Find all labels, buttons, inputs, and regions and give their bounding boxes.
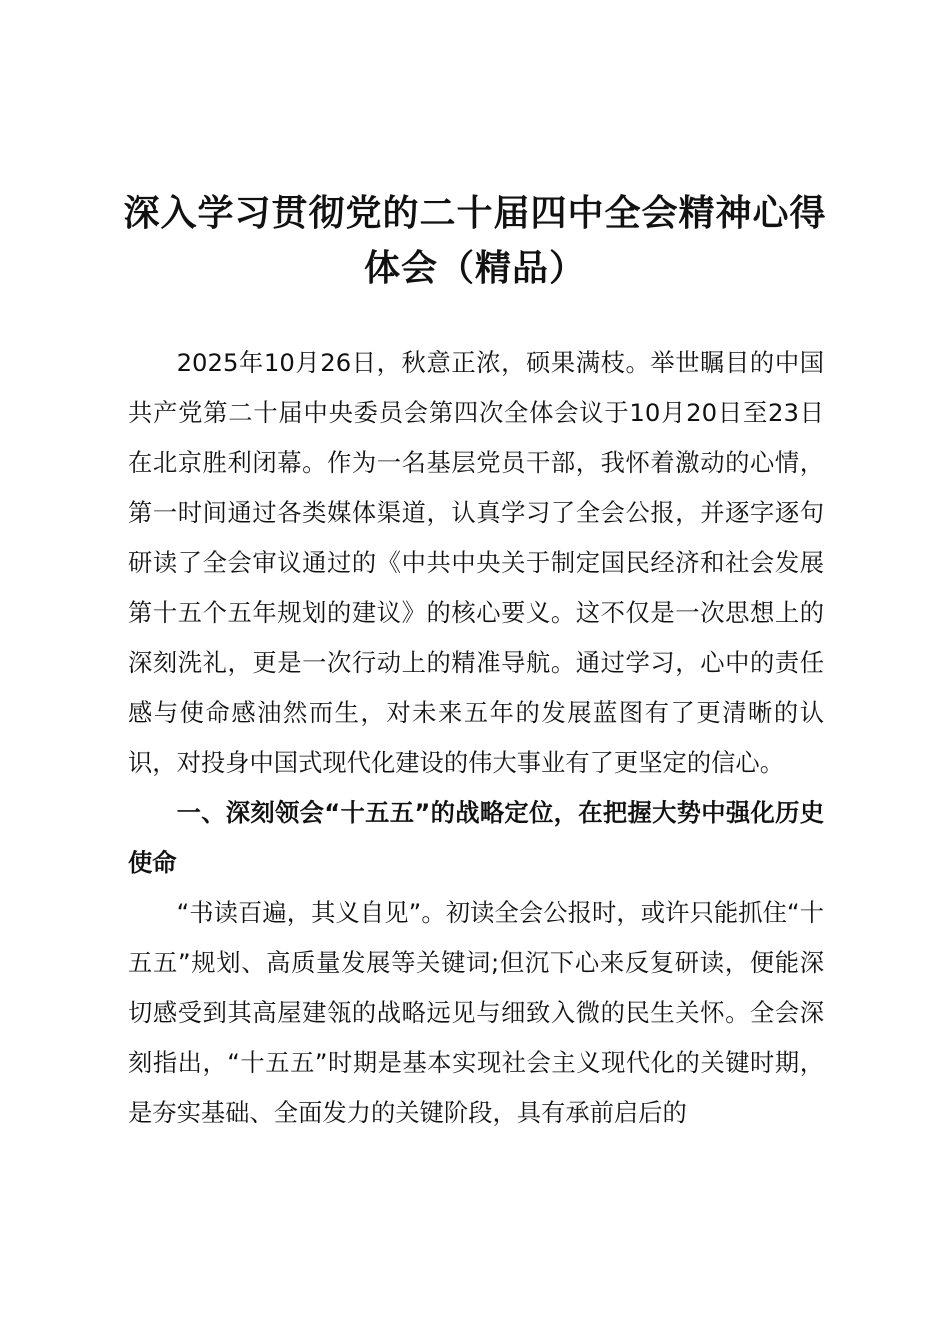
section-heading-1: 一、深刻领会“十五五”的战略定位，在把握大势中强化历史使命 [128, 798, 824, 877]
document-title: 深入学习贯彻党的二十届四中全会精神心得体会（精品） [123, 192, 827, 289]
section-1-paragraph: “书读百遍，其义自见”。初读全会公报时，或许只能抓住“十五五”规划、高质量发展等关键词;但沉下心来反复研读，便能深切感受到其高屋建瓴的战略远见与细致入微的民生关怀。全会深刻指出，“十五五”时期是基本实现社会主义现代化的关键时期，是夯实基础、全面发力的关键阶段，具有承前启后的 [128, 898, 824, 1127]
document-body [128, 338, 824, 1138]
intro-paragraph: 2025年10月26日，秋意正浓，硕果满枝。举世瞩目的中国共产党第二十届中央委员会第四次全体会议于10月20日至23日在北京胜利闭幕。作为一名基层党员干部，我怀着激动的心情，第一时间通过各类媒体渠道，认真学习了全会公报，并逐字逐句研读了全会审议通过的《中共中央关于制定国民经济和社会发展第十五个五年规划的建议》的核心要义。这不仅是一次思想上的深刻洗礼，更是一次行动上的精准导航。通过学习，心中的责任感与使命感油然而生，对未来五年的发展蓝图有了更清晰的认识，对投身中国式现代化建设的伟大事业有了更坚定的信心。 [128, 348, 824, 777]
